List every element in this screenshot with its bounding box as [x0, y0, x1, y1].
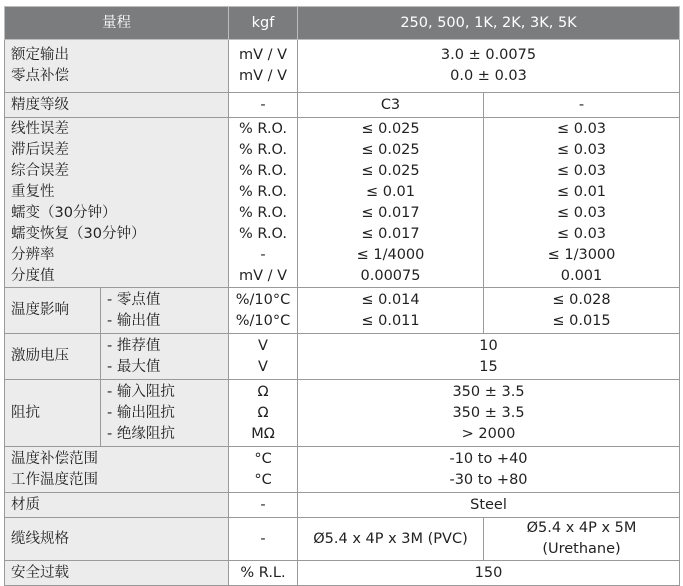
unit-hysteresis: % R.O. [239, 141, 287, 158]
value-accuracy-b: - [484, 93, 680, 118]
unit-input-impedance: Ω [257, 383, 269, 400]
label-overload: 安全过载 [5, 561, 229, 586]
label-cable: 缆线规格 [5, 518, 229, 561]
value-repeatability-a: ≤ 0.01 [365, 183, 416, 200]
spec-table [4, 6, 680, 586]
value-division-a: 0.00075 [360, 267, 421, 284]
unit-excitation-recommended: V [258, 337, 268, 354]
output-units [229, 40, 298, 93]
value-resolution-b: ≤ 1/3000 [547, 246, 616, 263]
value-input-impedance: 350 ± 3.5 [452, 383, 525, 400]
row-accuracy [5, 93, 680, 118]
value-nonlinearity-b: ≤ 0.03 [556, 120, 607, 137]
unit-temp-output: %/10°C [235, 312, 291, 329]
sublabel-recommended: - 推荐值 [107, 337, 161, 354]
sublabel-output-impedance: - 输出阻抗 [107, 404, 175, 421]
label-rated-output: 额定输出 [11, 47, 69, 63]
table-header-row [5, 7, 680, 40]
row-excitation [5, 334, 680, 380]
error-labels [5, 118, 229, 288]
value-cable-a: Ø5.4 x 4P x 3M (PVC) [298, 518, 484, 561]
row-material [5, 493, 680, 518]
value-temp-output-b: ≤ 0.015 [552, 312, 611, 329]
unit-nonlinearity: % R.O. [239, 120, 287, 137]
unit-repeatability: % R.O. [239, 183, 287, 200]
value-resolution-a: ≤ 1/4000 [356, 246, 425, 263]
row-cable [5, 518, 680, 561]
label-repeatability: 重复性 [11, 183, 55, 200]
value-combined-error-a: ≤ 0.025 [361, 162, 420, 179]
unit-material: - [229, 493, 298, 518]
label-hysteresis: 滞后误差 [11, 141, 69, 158]
value-creep-recovery-a: ≤ 0.017 [361, 225, 420, 242]
value-temp-zero-b: ≤ 0.028 [552, 291, 611, 308]
label-zero-balance: 零点补偿 [11, 68, 69, 84]
impedance-sublabels [101, 380, 229, 447]
value-creep-a: ≤ 0.017 [361, 204, 420, 221]
value-temp-output-a: ≤ 0.011 [361, 312, 420, 329]
row-temperature-effect [5, 288, 680, 334]
error-units [229, 118, 298, 288]
label-creep-recovery: 蠕变恢复（30分钟） [11, 225, 146, 242]
value-accuracy-a: C3 [298, 93, 484, 118]
row-errors [5, 118, 680, 288]
unit-compensated-temp: °C [254, 450, 272, 467]
label-excitation: 激励电压 [5, 334, 101, 380]
value-division-b: 0.001 [560, 267, 603, 284]
value-zero-balance: 0.0 ± 0.03 [450, 68, 527, 84]
label-creep: 蠕变（30分钟） [11, 204, 117, 221]
row-impedance [5, 380, 680, 447]
excitation-sublabels [101, 334, 229, 380]
row-temp-range [5, 447, 680, 493]
value-excitation-recommended: 10 [479, 337, 498, 354]
impedance-units [229, 380, 298, 447]
label-nonlinearity: 线性误差 [11, 120, 69, 137]
value-combined-error-b: ≤ 0.03 [556, 162, 607, 179]
value-temp-zero-a: ≤ 0.014 [361, 291, 420, 308]
row-overload [5, 561, 680, 586]
unit-insulation-impedance: MΩ [251, 425, 275, 442]
value-creep-b: ≤ 0.03 [556, 204, 607, 221]
value-overload: 150 [298, 561, 680, 586]
unit-temp-zero: %/10°C [235, 291, 291, 308]
label-operating-temp: 工作温度范围 [11, 471, 98, 488]
error-values-b [484, 118, 680, 288]
excitation-values [298, 334, 680, 380]
unit-creep-recovery: % R.O. [239, 225, 287, 242]
unit-resolution: - [260, 246, 266, 263]
unit-division: mV / V [238, 267, 288, 284]
temperature-effect-units [229, 288, 298, 334]
value-excitation-maximum: 15 [479, 358, 498, 375]
temp-range-values [298, 447, 680, 493]
unit-cable: - [229, 518, 298, 561]
value-rated-output: 3.0 ± 0.0075 [440, 47, 537, 63]
label-accuracy: 精度等级 [5, 93, 229, 118]
unit-accuracy: - [229, 93, 298, 118]
unit-overload: % R.L. [229, 561, 298, 586]
temp-range-units [229, 447, 298, 493]
value-compensated-temp: -10 to +40 [449, 450, 528, 467]
value-output-impedance: 350 ± 3.5 [452, 404, 525, 421]
output-values [298, 40, 680, 93]
label-impedance: 阻抗 [5, 380, 101, 447]
unit-creep: % R.O. [239, 204, 287, 221]
value-nonlinearity-a: ≤ 0.025 [361, 120, 420, 137]
sublabel-insulation-impedance: - 绝缘阻抗 [107, 425, 175, 442]
sublabel-input-impedance: - 输入阻抗 [107, 383, 175, 400]
unit-output-impedance: Ω [257, 404, 269, 421]
unit-combined-error: % R.O. [239, 162, 287, 179]
sublabel-output-value: - 输出值 [107, 312, 161, 329]
temperature-effect-values-a [298, 288, 484, 334]
header-unit: kgf [229, 7, 298, 40]
unit-rated-output: mV / V [238, 47, 288, 63]
label-temperature-effect: 温度影响 [5, 288, 101, 334]
header-capacities: 250, 500, 1K, 2K, 3K, 5K [298, 7, 680, 40]
unit-operating-temp: °C [254, 471, 272, 488]
label-compensated-temp: 温度补偿范围 [11, 450, 98, 467]
header-range: 量程 [5, 7, 229, 40]
unit-excitation-maximum: V [258, 358, 268, 375]
value-cable-b: Ø5.4 x 4P x 5M (Urethane) [484, 518, 680, 561]
temperature-effect-values-b [484, 288, 680, 334]
value-hysteresis-b: ≤ 0.03 [556, 141, 607, 158]
label-combined-error: 综合误差 [11, 162, 69, 179]
label-resolution: 分辨率 [11, 246, 55, 263]
value-insulation-impedance: > 2000 [461, 425, 516, 442]
label-material: 材质 [5, 493, 229, 518]
excitation-units [229, 334, 298, 380]
row-output [5, 40, 680, 93]
value-hysteresis-a: ≤ 0.025 [361, 141, 420, 158]
temperature-effect-sublabels [101, 288, 229, 334]
impedance-values [298, 380, 680, 447]
value-repeatability-b: ≤ 0.01 [556, 183, 607, 200]
output-labels [5, 40, 229, 93]
label-division: 分度值 [11, 267, 55, 284]
value-material: Steel [298, 493, 680, 518]
value-operating-temp: -30 to +80 [449, 471, 528, 488]
sublabel-maximum: - 最大值 [107, 358, 161, 375]
temp-range-labels [5, 447, 229, 493]
error-values-a [298, 118, 484, 288]
value-creep-recovery-b: ≤ 0.03 [556, 225, 607, 242]
unit-zero-balance: mV / V [238, 68, 288, 84]
sublabel-zero-value: - 零点值 [107, 291, 161, 308]
